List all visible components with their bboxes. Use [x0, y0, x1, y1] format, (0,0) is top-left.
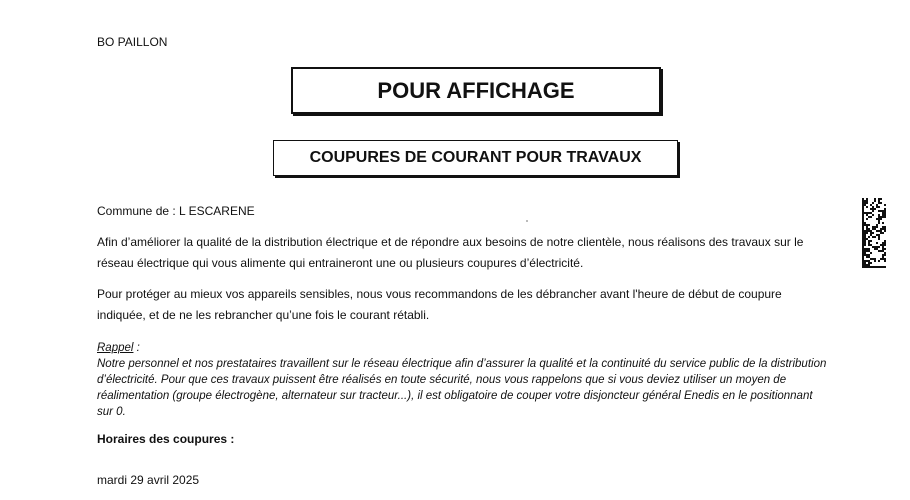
commune-line: Commune de : L ESCARENE — [97, 204, 255, 218]
speck — [526, 220, 528, 222]
subtitle-box — [273, 140, 678, 176]
rappel-section: Rappel : Notre personnel et nos prestataires travaillent sur le réseau électrique afin d’assurer la qualité et la continuité du service public de la distribution d’électricité. Pour que ces travaux puissent être réalisés en toute sécurité, nous vous rappelons que si vous deviez utiliser un moyen de réalimentation (groupe électrogène, alternateur sur tracteur...), il est obligatoire de couper votre disjoncteur général Enedis en le positionnant sur 0. — [97, 342, 827, 418]
paragraph-intro: Afin d’améliorer la qualité de la distribution électrique et de répondre aux besoins de notre clientèle, nous réalisons des travaux sur le réseau électrique qui vous alimente qui entraineront une ou plusieurs coupures d’électricité. — [97, 235, 804, 270]
subtitle: COUPURES DE COURANT POUR TRAVAUX — [309, 149, 642, 166]
horaires-heading: Horaires des coupures : — [97, 432, 235, 446]
rappel-title: Rappel — [97, 342, 134, 354]
paragraph-protection: Pour protéger au mieux vos appareils sensibles, nous vous recommandons de les débrancher avant l'heure de début de coupure indiquée, et de ne les rebrancher qu’une fois le courant rétabli. — [97, 287, 782, 322]
main-title-box — [291, 67, 661, 114]
document-code: BO PAILLON — [97, 35, 168, 49]
qr-code-icon — [862, 198, 886, 268]
main-title: POUR AFFICHAGE — [377, 77, 575, 103]
outage-date: mardi 29 avril 2025 — [97, 473, 200, 487]
rappel-text: Notre personnel et nos prestataires travaillent sur le réseau électrique afin d’assurer la qualité et la continuité du service public de la distribution d’électricité. Pour que ces travaux puissent être réalisés en toute sécurité, nous vous rappelons que si vous deviez utiliser un moyen de réalimentation (groupe électrogène, alternateur sur tracteur...), il est obligatoire de couper votre disjoncteur général Enedis en le positionnant sur 0. — [97, 358, 827, 418]
